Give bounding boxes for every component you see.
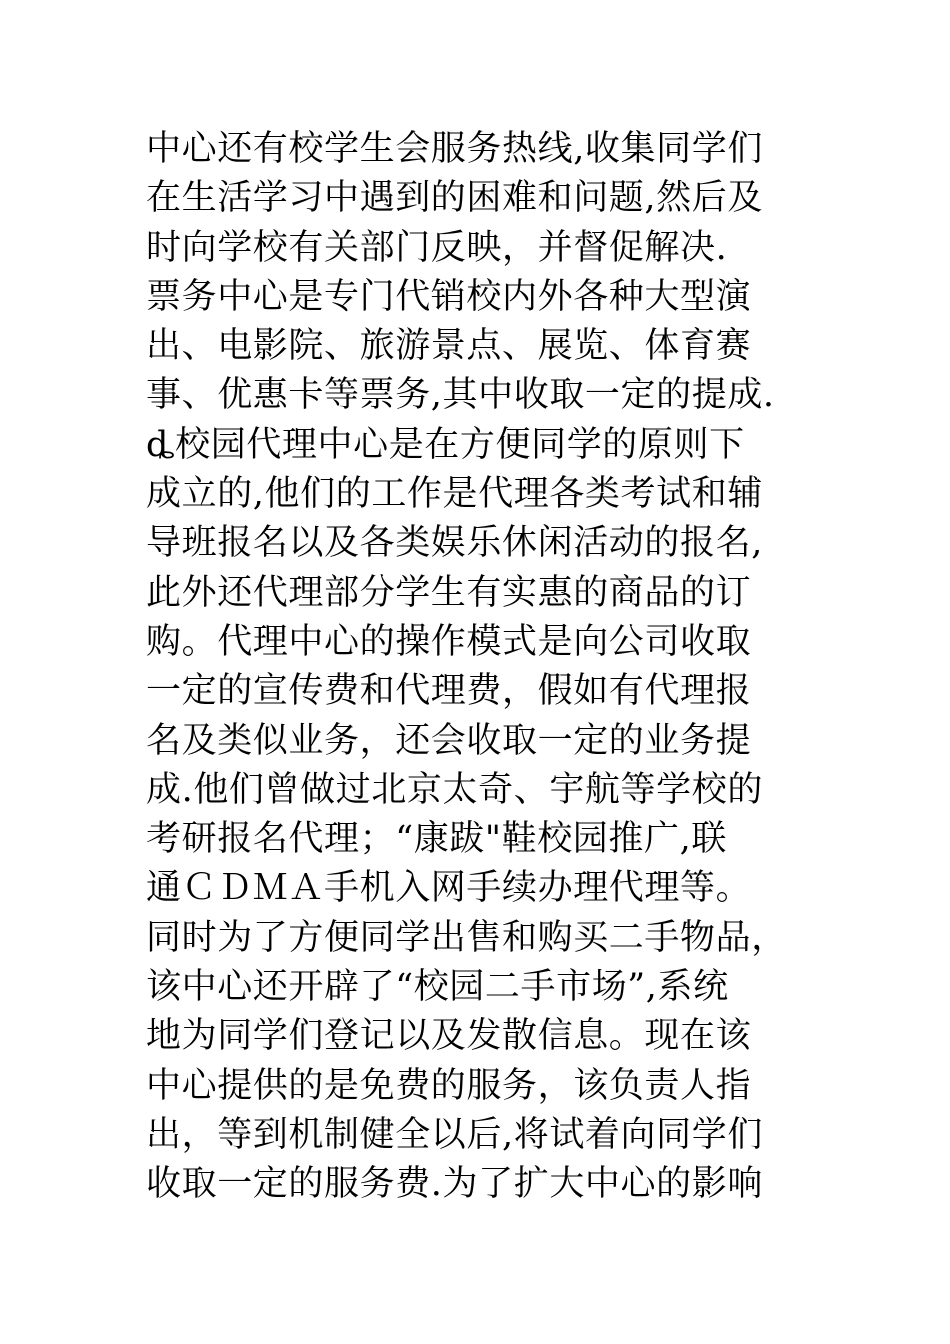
text-line: 中心还有校学生会服务热线,收集同学们 — [146, 129, 763, 169]
text-line: 此外还代理部分学生有实惠的商品的订 — [146, 572, 752, 613]
text-line: 时向学校有关部门反映，并督促解决. — [146, 227, 728, 268]
text-line: 导班报名以及各类娱乐休闲活动的报名, — [146, 523, 763, 564]
text-line: 该中心还开辟了“校园二手市场”,系统 — [146, 967, 729, 1008]
text-line: 收取一定的服务费.为了扩大中心的影响 — [146, 1164, 763, 1205]
text-line: 在生活学习中遇到的困难和问题,然后及 — [146, 178, 763, 219]
text-line: 成立的,他们的工作是代理各类考试和辅 — [146, 474, 763, 515]
text-line: 票务中心是专门代销校内外各种大型演 — [146, 276, 752, 317]
text-line: 考研报名代理；“康跋"鞋校园推广,联 — [146, 819, 727, 860]
text-line: 成.他们曾做过北京太奇、宇航等学校的 — [146, 769, 763, 810]
text-line: 名及类似业务，还会收取一定的业务提 — [146, 720, 752, 761]
text-line: 一定的宣传费和代理费，假如有代理报 — [146, 671, 752, 712]
text-line: 购。代理中心的操作模式是向公司收取 — [146, 621, 752, 662]
text-line: 同时为了方便同学出售和购买二手物品， — [146, 917, 787, 958]
text-line: 中心提供的是免费的服务，该负责人指 — [146, 1065, 752, 1106]
text-line: 出，等到机制健全以后,将试着向同学们 — [146, 1114, 763, 1155]
text-line: 出、电影院、旅游景点、展览、体育赛 — [146, 326, 752, 367]
text-line: 通ＣＤＭＡ手机入网手续办理代理等。 — [146, 868, 752, 909]
text-line: 事、优惠卡等票务,其中收取一定的提成. — [146, 375, 775, 416]
text-line: ȡ校园代理中心是在方便同学的原则下 — [146, 424, 745, 465]
body-text — [146, 125, 846, 1210]
text-line: 地为同学们登记以及发散信息。现在该 — [146, 1016, 752, 1057]
